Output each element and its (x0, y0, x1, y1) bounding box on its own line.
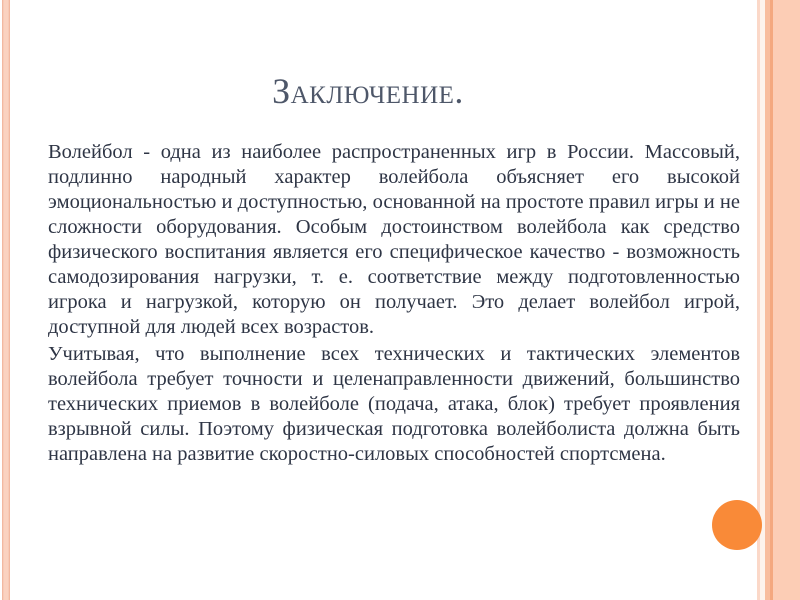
accent-circle (712, 500, 762, 550)
right-border-stripes (757, 0, 800, 600)
left-border-stripe (2, 0, 10, 600)
paragraph-volleyball-training: Учитывая, что выполнение всех технических и тактических элементов волейбола требует точности и целенаправленности движений, большинство технических приемов в волейболе (подача, атака, блок) требует проявления взрывной силы. Поэтому физическая подготовка волейболиста должна быть направлена на развитие скоростно-силовых способностей спортсмена. (48, 343, 740, 465)
paragraph-volleyball-popularity: Волейбол - одна из наиболее распространенных игр в России. Массовый, подлинно народный характер волейбола объясняет его высокой эмоциональностью и доступностью, основанной на простоте правил игры и не сложности оборудования. Особым достоинством волейбола как средство физического воспитания является его специфическое качество - возможность самодозирования нагрузки, т. е. соответствие между подготовленностью игрока и нагрузкой, которую он получает. Это делает волейбол игрой, доступной для людей всех возрастов. (48, 141, 740, 338)
slide-body (48, 140, 740, 469)
slide-title: Заключение. (272, 71, 464, 111)
